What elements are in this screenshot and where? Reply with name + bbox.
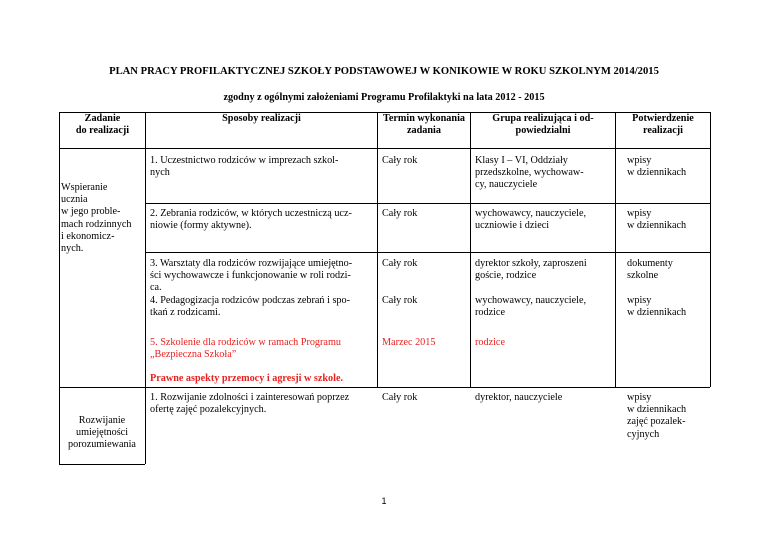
table-row-6-termin: Cały rok	[382, 392, 418, 403]
task-line: ucznia	[61, 194, 88, 206]
table-border	[59, 148, 710, 149]
table-border	[710, 112, 711, 387]
table-row-5-sposob	[150, 337, 376, 361]
cell-line: 5. Szkolenie dla rodziców w ramach Programu	[150, 337, 341, 348]
table-row-6-grupa	[475, 392, 615, 404]
cell-line: nych	[150, 167, 170, 179]
cell-line: ofertę zajęć pozalekcyjnych.	[150, 404, 267, 416]
cell-line: w dziennikach	[627, 307, 687, 319]
cell-line: zajęć pozalek-	[627, 416, 686, 428]
task-line: Rozwijanie	[78, 415, 126, 426]
cell-line: w dziennikach	[627, 167, 687, 179]
table-border	[59, 464, 145, 465]
cell-line: goście, rodzice	[475, 270, 537, 282]
table-row-3-sposob	[150, 258, 376, 295]
task-line: Wspieranie	[61, 182, 108, 193]
document-title: PLAN PRACY PROFILAKTYCZNEJ SZKOŁY PODSTAWOWEJ W KONIKOWIE W ROKU SZKOLNYM 2014/2015	[109, 66, 659, 77]
header-grupa	[471, 113, 615, 137]
table-border	[59, 112, 60, 464]
cell-line: tkań z rodzicami.	[150, 307, 221, 319]
cell-line: rodzice	[475, 337, 505, 348]
header-zadanie	[60, 113, 145, 137]
header-line: Sposoby realizacji	[222, 113, 301, 124]
cell-line: „Bezpieczna Szkoła”	[150, 349, 237, 361]
table-row-4-grupa	[475, 295, 615, 319]
table-border	[145, 203, 710, 204]
header-potwierdzenie	[616, 113, 710, 137]
cell-line: dyrektor, nauczyciele	[475, 392, 563, 403]
cell-line: niowie (formy aktywne).	[150, 220, 252, 232]
header-line: Grupa realizująca i od-	[492, 113, 594, 124]
table-border	[470, 112, 471, 387]
cell-line: wychowawcy, nauczyciele,	[475, 295, 587, 306]
table-row-1-termin: Cały rok	[382, 155, 418, 166]
table-row-2-grupa	[475, 208, 615, 232]
table-row-1-grupa	[475, 155, 615, 192]
table-row-4-termin: Cały rok	[382, 295, 418, 306]
cell-line: wychowawcy, nauczyciele,	[475, 208, 587, 219]
document-subtitle: zgodny z ogólnymi założeniami Programu Profilaktyki na lata 2012 - 2015	[223, 92, 545, 103]
table-row-5-extra: Prawne aspekty przemocy i agresji w szkole.	[150, 373, 344, 384]
table-row-1-sposob	[150, 155, 376, 179]
cell-line: ca.	[150, 282, 162, 294]
table-row-2-sposob	[150, 208, 376, 232]
cell-line: wpisy	[627, 208, 652, 219]
task-line: umiejętności	[75, 427, 129, 439]
table-row-6-potw	[627, 392, 710, 441]
table-row-4-potw	[627, 295, 710, 319]
table-border	[145, 252, 710, 253]
header-line: Zadanie	[84, 113, 121, 124]
cell-line: ści wychowawcze i funkcjonowanie w roli rodzi-	[150, 270, 351, 282]
task-line: porozumiewania	[68, 439, 136, 451]
task-rozwijanie-umiejetnosci	[60, 415, 144, 452]
header-line: realizacji	[643, 125, 683, 137]
cell-line: Klasy I – VI, Oddziały	[475, 155, 568, 166]
table-row-5-termin: Marzec 2015	[382, 337, 436, 348]
table-row-2-potw	[627, 208, 710, 232]
table-border	[145, 112, 146, 464]
table-row-3-grupa	[475, 258, 615, 282]
task-line: w jego proble-	[61, 206, 121, 218]
table-row-4-sposob	[150, 295, 376, 319]
cell-line: w dziennikach	[627, 404, 687, 416]
cell-line: cyjnych	[627, 428, 660, 440]
table-row-3-potw	[627, 258, 710, 282]
table-row-2-termin: Cały rok	[382, 208, 418, 219]
task-line: nych.	[61, 243, 84, 255]
cell-line: cy, nauczyciele	[475, 179, 538, 191]
task-line: mach rodzinnych	[61, 218, 132, 230]
cell-line: w dziennikach	[627, 220, 687, 232]
task-wspieranie-ucznia	[61, 182, 145, 255]
table-border	[615, 112, 616, 387]
header-line: Potwierdzenie	[632, 113, 694, 124]
cell-line: wpisy	[627, 155, 652, 166]
header-termin	[378, 113, 470, 137]
page-number: 1	[381, 496, 387, 506]
task-line: i ekonomicz-	[61, 230, 115, 242]
cell-line: dyrektor szkoły, zaproszeni	[475, 258, 587, 269]
table-row-3-termin: Cały rok	[382, 258, 418, 269]
table-row-5-grupa	[475, 337, 615, 349]
cell-line: 2. Zebrania rodziców, w których uczestniczą ucz-	[150, 208, 352, 219]
header-line: zadania	[407, 125, 441, 137]
cell-line: uczniowie i dzieci	[475, 220, 550, 232]
cell-line: przedszkolne, wychowaw-	[475, 167, 584, 179]
header-sposoby	[146, 113, 377, 125]
table-border	[377, 112, 378, 387]
cell-line: wpisy	[627, 295, 652, 306]
table-border	[59, 387, 710, 388]
header-line: powiedzialni	[515, 125, 571, 137]
cell-line: 1. Rozwijanie zdolności i zainteresowań poprzez	[150, 392, 350, 403]
header-line: Termin wykonania	[383, 113, 465, 124]
table-row-6-sposob	[150, 392, 376, 416]
cell-line: 3. Warsztaty dla rodziców rozwijające umiejętno-	[150, 258, 353, 269]
table-row-1-potw	[627, 155, 710, 179]
cell-line: wpisy	[627, 392, 652, 403]
header-line: do realizacji	[75, 125, 130, 137]
cell-line: rodzice	[475, 307, 505, 319]
cell-line: 4. Pedagogizacja rodziców podczas zebrań i spo-	[150, 295, 350, 306]
cell-line: szkolne	[627, 270, 659, 282]
cell-line: 1. Uczestnictwo rodziców w imprezach szkol-	[150, 155, 339, 166]
cell-line: dokumenty	[627, 258, 673, 269]
